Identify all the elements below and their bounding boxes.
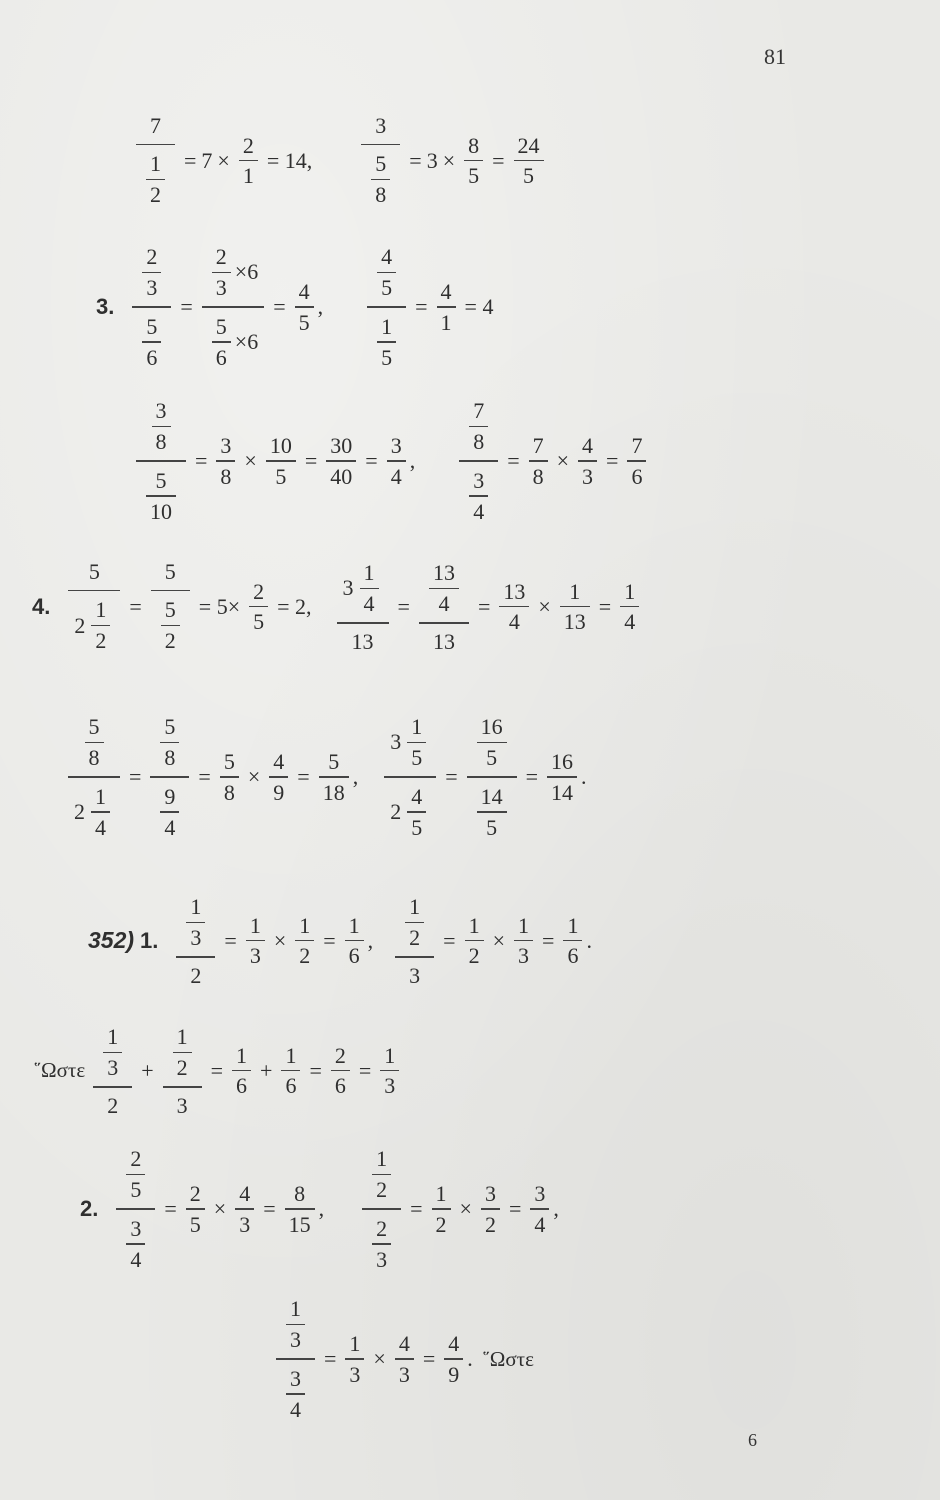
item-label: 1. [140, 927, 159, 953]
item-label: 3. [96, 294, 115, 320]
fraction: $\frac{2}{1}$ [239, 131, 258, 191]
fraction: $\frac{\frac{2}{3}}{\frac{5}{6}}$ [132, 238, 171, 376]
equation-line-3: $\frac{\frac{3}{8}}{\frac{5}{10}}$ = $\frac{3}{8}$ × $\frac{10}{5}$ = $\frac{30}{40}$ = $\frac{3}{4}$ , $\frac{\frac{7}{8}}{\frac{3}{4}}$ = $\frac{7}{8}$ × $\frac{4}{3}$ = $\frac{7}{6}$ [132, 392, 650, 530]
fraction: $\frac{2}{3}$ ×6 $\frac{5}{6}$ ×6 [202, 238, 264, 376]
equation-line-5: $\frac{5}{8}$ 2 $\frac{1}{4}$ = $\frac{\frac{5}{8}}{\frac{9}{4}}$ = $\frac{5}{8}$ × $\frac{4}{9}$ = $\frac{5}{18}$ , 3 $\frac{1}{5}$ 2 $\frac{4}{5}$ = $\frac{\frac{16}{5}}{\frac{14}{5}}$ = $\frac{16}{14}$ . [64, 708, 587, 846]
fraction: $\frac{3}{\frac{5}{8}}$ [361, 108, 400, 213]
item-label: 4. [32, 593, 51, 619]
item-label: 2. [80, 1196, 99, 1222]
page-number: 81 [764, 44, 786, 69]
exercise-352-line-3: $\frac{\frac{1}{3}}{\frac{3}{4}}$ = $\frac{1}{3}$ × $\frac{4}{3}$ = $\frac{4}{9}$ . ῞Ωστε [272, 1290, 538, 1428]
so-word: ῞Ωστε [482, 1346, 534, 1371]
exercise-number: 352) [88, 927, 135, 954]
equation-line-4: 4. 5 2 $\frac{1}{2}$ = $\frac{5}{\frac{5}{2}}$ = 5× $\frac{2}{5}$ = 2, 3 $\frac{1}{4}$ 13 = $\frac{\frac{13}{4}}{13}$ = $\frac{13}{4}$ × $\frac{1}{13}$ = $\frac{1}{4}$ [32, 554, 643, 659]
exercise-352-so-line: ῞Ωστε $\frac{\frac{1}{3}}{2}$ + $\frac{\frac{1}{2}}{3}$ = $\frac{1}{6}$ + $\frac{1}{6}$ = $\frac{2}{6}$ = $\frac{1}{3}$ [30, 1018, 403, 1123]
fraction: $\frac{7}{\frac{1}{2}}$ [136, 108, 175, 213]
equation-line-1: $\frac{7}{\frac{1}{2}}$ = 7 × $\frac{2}{1}$ = 14, $\frac{3}{\frac{5}{8}}$ = 3 × $\frac{8}{5}$ = $\frac{24}{5}$ [132, 108, 548, 213]
exercise-352-line-2: 2. $\frac{\frac{2}{5}}{\frac{3}{4}}$ = $\frac{2}{5}$ × $\frac{4}{3}$ = $\frac{8}{15}$ , $\frac{\frac{1}{2}}{\frac{2}{3}}$ = $\frac{1}{2}$ × $\frac{3}{2}$ = $\frac{3}{4}$ , [80, 1146, 559, 1272]
so-word: ῞Ωστε [34, 1058, 86, 1083]
signature-mark: 6 [748, 1430, 757, 1450]
equation-line-2: 3. $\frac{\frac{2}{3}}{\frac{5}{6}}$ = $\frac{2}{3}$ ×6 $\frac{5}{6}$ ×6 = $\frac{4}{5}$ , $\frac{\frac{4}{5}}{\frac{1}{5}}$ = $\frac{4}{1}$ = 4 [96, 238, 498, 376]
exercise-352-line-1: 352) 1. $\frac{\frac{1}{3}}{2}$ = $\frac{1}{3}$ × $\frac{1}{2}$ = $\frac{1}{6}$ , $\frac{\frac{1}{2}}{3}$ = $\frac{1}{2}$ × $\frac{1}{3}$ = $\frac{1}{6}$ . [88, 894, 592, 988]
